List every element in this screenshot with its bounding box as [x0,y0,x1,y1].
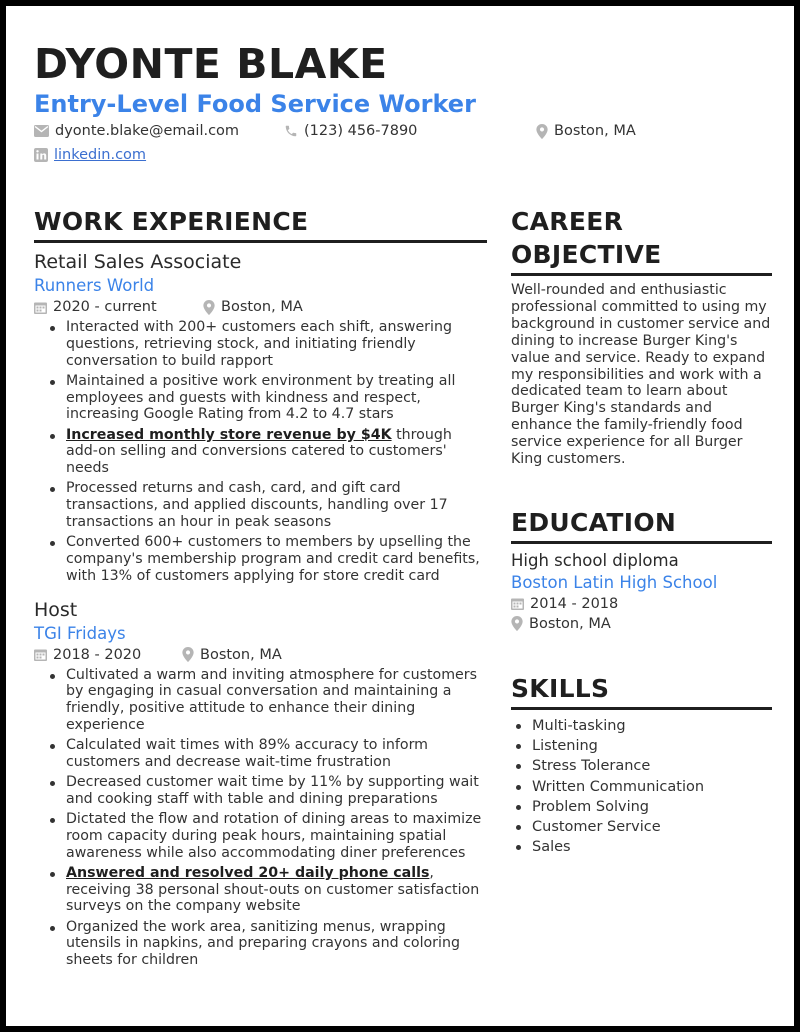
bullet-text: , receiving 38 personal shout-outs on customer satisfaction surveys on the company website [66,864,480,915]
contact-email [34,123,239,139]
education-dates [511,594,772,614]
skill-item: Written Communication [511,777,772,797]
job-role: Host [34,598,78,621]
list-item [46,534,487,584]
bullet-text: Maintained a positive work environment by treating all employees and guests with kindness and respect, increasing Google Rating from 4.2 to 4.7 stars [66,372,456,423]
job-entry [34,249,487,585]
linkedin-icon [34,148,48,162]
education-school: Boston Latin High School [511,572,718,592]
job-location [182,647,282,663]
career-objective-heading [511,205,772,276]
education-heading: EDUCATION [511,506,772,544]
heading-line: OBJECTIVE [511,240,662,269]
bullet-text: Processed returns and cash, card, and gift card transactions, and applied discounts, handling over 17 transactions an hour in peak seasons [66,480,448,530]
job-company: TGI Fridays [34,623,126,643]
job-title: Entry-Level Food Service Worker [34,90,476,118]
calendar-icon [34,648,47,661]
job-location-text: Boston, MA [221,299,303,315]
job-location-text: Boston, MA [200,646,282,663]
location-pin-icon [511,616,523,631]
right-column [511,205,772,857]
left-column [34,205,487,972]
calendar-icon [34,301,47,314]
skills-heading: SKILLS [511,672,772,710]
bullet-text: Interacted with 200+ customers each shift, answering questions, retrieving stock, and initiating friendly conversation to build rapport [66,319,452,369]
skill-item: Sales [511,837,772,857]
list-item [46,480,487,530]
skill-item: Listening [511,736,772,756]
education-degree: High school diploma [511,550,679,570]
job-dates [34,299,203,315]
job-role: Retail Sales Associate [34,251,242,273]
bullet-text: Cultivated a warm and inviting atmosphere for customers by engaging in casual conversation and maintaining a friendly, positive attitude to enhance their dining experience [66,666,477,733]
bullet-text: Organized the work area, sanitizing menus, wrapping utensils in napkins, and preparing crayons and coloring sheets for children [66,918,460,969]
candidate-name: DYONTE BLAKE [34,40,388,88]
job-entry [34,597,487,970]
list-item [46,319,487,369]
job-bullets [46,319,487,585]
job-meta [34,297,487,317]
location-pin-icon [536,124,548,139]
job-location [203,299,303,315]
education-location [511,614,772,634]
skill-item: Customer Service [511,817,772,837]
list-item [46,865,487,915]
education-location-text: Boston, MA [529,615,611,632]
bullet-text: Dictated the flow and rotation of dining areas to maximize room capacity during peak hours, maintaining spatial awareness while also accommodating diner preferences [66,811,482,861]
contact-location [536,123,636,139]
contact-linkedin [34,147,146,163]
bullet-text: through add-on selling and conversions catered to customers' needs [66,426,452,477]
education-dates-text: 2014 - 2018 [530,595,619,612]
job-dates [34,647,182,663]
job-meta [34,645,487,665]
skill-item: Problem Solving [511,797,772,817]
email-text: dyonte.blake@email.com [55,123,240,139]
job-bullets [46,667,487,970]
job-dates-text: 2018 - 2020 [53,646,142,663]
bullet-highlight: Increased monthly store revenue by $4K [66,426,392,443]
bullet-text: Converted 600+ customers to members by upselling the company's membership program and credit card benefits, with 13% of customers applying for store credit card [66,534,480,584]
phone-text: (123) 456-7890 [304,123,418,139]
location-pin-icon [182,647,194,662]
skill-item: Stress Tolerance [511,756,772,776]
skills-list [511,716,772,857]
envelope-icon [34,125,49,137]
heading-line: CAREER [511,207,624,236]
list-item [46,811,487,861]
job-dates-text: 2020 - current [53,299,157,315]
list-item [46,919,487,969]
location-text: Boston, MA [554,123,636,139]
linkedin-link[interactable]: linkedin.com [54,147,147,163]
list-item [46,427,487,477]
list-item [46,774,487,808]
skill-item: Multi-tasking [511,716,772,736]
contact-phone [284,123,417,139]
phone-icon [284,124,298,138]
bullet-text: Calculated wait times with 89% accuracy to inform customers and decrease wait-time frustration [66,737,428,770]
calendar-icon [511,597,524,610]
work-experience-heading: WORK EXPERIENCE [34,205,487,243]
list-item [46,737,487,771]
list-item [46,373,487,423]
list-item [46,667,487,734]
location-pin-icon [203,300,215,315]
job-company: Runners World [34,276,155,295]
objective-text: Well-rounded and enthusiastic professional committed to using my background in customer service and dining to increase Burger King's value and service. Ready to expand my responsibilities and work with a dedicated team to learn about Burger King's standards and enhance the family-friendly food service experience for all Burger King customers. [511,282,771,468]
bullet-text: Decreased customer wait time by 11% by supporting wait and cooking staff with table and dining preparations [66,774,479,807]
bullet-highlight: Answered and resolved 20+ daily phone calls [66,864,430,881]
